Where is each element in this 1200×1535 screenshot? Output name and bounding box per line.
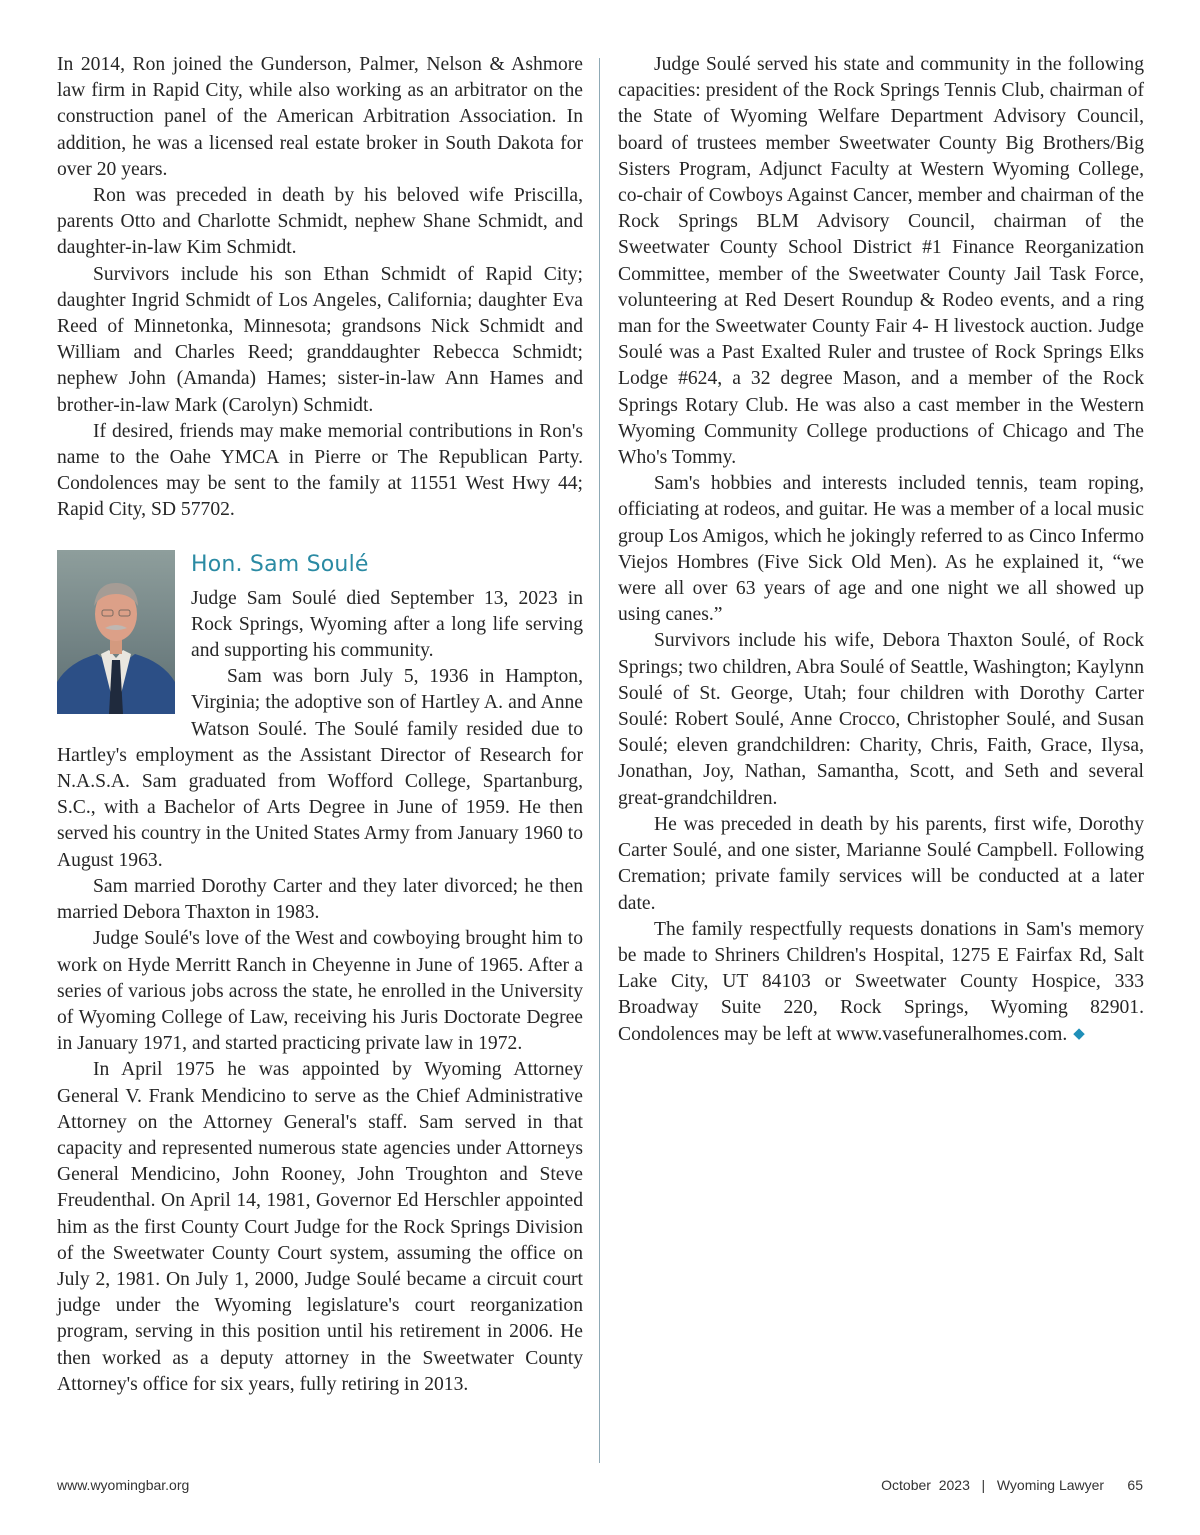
paragraph: Sam married Dorothy Carter and they later divorced; he then married Debora Thaxton in 1983. [57, 875, 583, 924]
left-column [57, 52, 583, 1398]
column-divider [599, 58, 600, 1463]
page-footer [57, 1477, 1143, 1497]
paragraph: Judge Sam Soulé died September 13, 2023 in Rock Springs, Wyoming after a long life serving and supporting his community. [191, 587, 583, 662]
paragraph: Survivors include his wife, Debora Thaxton Soulé, of Rock Springs; two children, Abra Soulé of Seattle, Washington; Kaylynn Soulé of St. George, Utah; four children with Dorothy Carter Soulé: Robert Soulé, Anne Crocco, Christopher Soulé, and Susan Soulé; eleven grandchildren: Charity, Chris, Faith, Grace, Ilysa, Jonathan, Joy, Nathan, Samantha, Scott, and Seth and several great-grandchildren. [618, 630, 1144, 809]
paragraph-text: The family respectfully requests donations in Sam's memory be made to Shriners Children's Hospital, 1275 E Fairfax Rd, Salt Lake City, UT 84103 or Sweetwater County Hospice, 333 Broadway Suite 220, Rock Springs, Wyoming 82901. Condolences may be left at www.vasefuneralhomes.com. [618, 918, 1144, 1045]
right-column [618, 52, 1144, 1049]
footer-website: www.wyomingbar.org [57, 1477, 190, 1493]
paragraph: He was preceded in death by his parents, first wife, Dorothy Carter Soulé, and one sister, Marianne Soulé Campbell. Following Cremation; private family services will be conducted at a later date. [618, 813, 1144, 914]
paragraph: Survivors include his son Ethan Schmidt of Rapid City; daughter Ingrid Schmidt of Los Angeles, California; daughter Eva Reed of Minnetonka, Minnesota; grandsons Nick Schmidt and William and Charles Reed; granddaughter Rebecca Schmidt; nephew John (Amanda) Hames; sister-in-law Ann Hames and brother-in-law Mark (Carolyn) Schmidt. [57, 263, 583, 416]
paragraph: Judge Soulé's love of the West and cowboying brought him to work on Hyde Merritt Ranch in Cheyenne in June of 1965. After a series of various jobs across the state, he enrolled in the University of Wyoming College of Law, receiving his Juris Doctorate Degree in January 1971, and started practicing private law in 1972. [57, 928, 583, 1055]
obituary-header [57, 550, 583, 874]
paragraph: Sam's hobbies and interests included tennis, team roping, officiating at rodeos, and guitar. He was a member of a local music group Los Amigos, which he jokingly referred to as Cinco Infermo Viejos Hombres (Five Sick Old Men). As he explained it, “we were all over 63 years of age and one night we all showed up using canes.” [618, 473, 1144, 626]
paragraph: Sam was born July 5, 1936 in Hampton, Virginia; the adoptive son of Hartley A. and Anne Watson Soulé. The Soulé family resided due to Hartley's employment as the Assistant Director of Research for N.A.S.A. Sam graduated from Wofford College, Spartanburg, S.C., with a Bachelor of Arts Degree in June of 1959. He then served his country in the United States Army from January 1960 to August 1963. [57, 666, 583, 871]
paragraph: If desired, friends may make memorial contributions in Ron's name to the Oahe YMCA in Pierre or The Republican Party. Condolences may be sent to the family at 11551 West Hwy 44; Rapid City, SD 57702. [57, 420, 583, 521]
paragraph: Judge Soulé served his state and community in the following capacities: president of the Rock Springs Tennis Club, chairman of the State of Wyoming Welfare Department Advisory Council, board of trustees member Sweetwater County Big Brothers/Big Sisters Program, Adjunct Faculty at Western Wyoming College, co-chair of Cowboys Against Cancer, member and chairman of the Rock Springs BLM Advisory Council, chairman of the Sweetwater County School District #1 Finance Reorganization Committee, member of the Sweetwater County Jail Task Force, volunteering at Red Desert Roundup & Rodeo events, and a ring man for the Sweetwater County Fair 4- H livestock auction. Judge Soulé was a Past Exalted Ruler and trustee of Rock Springs Elks Lodge #624, a 32 degree Mason, and a member of the Rock Springs Rotary Club. He was also a cast member in the Western Wyoming Community College productions of Chicago and The Who's Tommy. [618, 54, 1144, 469]
diamond-icon: ◆ [1073, 1025, 1085, 1042]
paragraph [618, 917, 1144, 1049]
obituary-name: Hon. Sam Soulé [191, 551, 369, 577]
paragraph: Ron was preceded in death by his beloved wife Priscilla, parents Otto and Charlotte Schmidt, nephew Shane Schmidt, and daughter-in-law Kim Schmidt. [57, 185, 583, 259]
portrait-photo [57, 550, 175, 714]
paragraph: In April 1975 he was appointed by Wyoming Attorney General V. Frank Mendicino to serve as the Chief Administrative Attorney on the Attorney General's staff. Sam served in that capacity and represented numerous state agencies under Attorneys General Mendicino, John Rooney, John Troughton and Steve Freudenthal. On April 14, 1981, Governor Ed Herschler appointed him as the first County Court Judge for the Rock Springs Division of the Sweetwater County Court system, assuming the office on July 2, 1981. On July 1, 2000, Judge Soulé became a circuit court judge under the Wyoming legislature's court reorganization program, serving in this position until his retirement in 2006. He then worked as a deputy attorney in the Sweetwater County Attorney's office for six years, fully retiring in 2013. [57, 1059, 583, 1395]
footer-issue: October 2023 | Wyoming Lawyer 65 [881, 1477, 1143, 1493]
paragraph: In 2014, Ron joined the Gunderson, Palmer, Nelson & Ashmore law firm in Rapid City, while also working as an arbitrator on the construction panel of the American Arbitration Association. In addition, he was a licensed real estate broker in South Dakota for over 20 years. [57, 54, 583, 180]
